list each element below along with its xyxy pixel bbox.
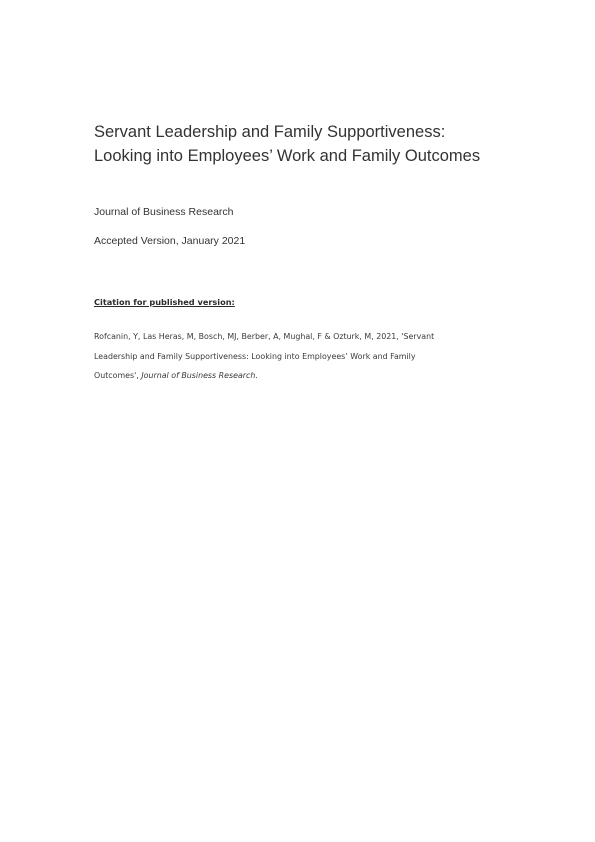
citation-text: [94, 327, 504, 386]
paper-title-line-1: Servant Leadership and Family Supportiveness:: [94, 123, 446, 141]
citation-line-3: [94, 366, 504, 386]
citation-line-3-suffix: .: [255, 371, 258, 380]
citation-heading: Citation for published version:: [94, 297, 235, 307]
paper-title: [94, 120, 534, 168]
citation-line-1: Rofcanin, Y, Las Heras, M, Bosch, MJ, Berber, A, Mughal, F & Ozturk, M, 2021, 'Servant: [94, 332, 435, 341]
citation-line-2: Leadership and Family Supportiveness: Looking into Employees’ Work and Family: [94, 351, 416, 361]
paper-title-line-2: Looking into Employees’ Work and Family Outcomes: [94, 147, 481, 165]
journal-name: Journal of Business Research: [94, 206, 234, 218]
citation-line-3-prefix: Outcomes',: [94, 371, 142, 380]
accepted-version: Accepted Version, January 2021: [94, 235, 246, 247]
citation-journal-italic: Journal of Business Research: [141, 371, 256, 380]
